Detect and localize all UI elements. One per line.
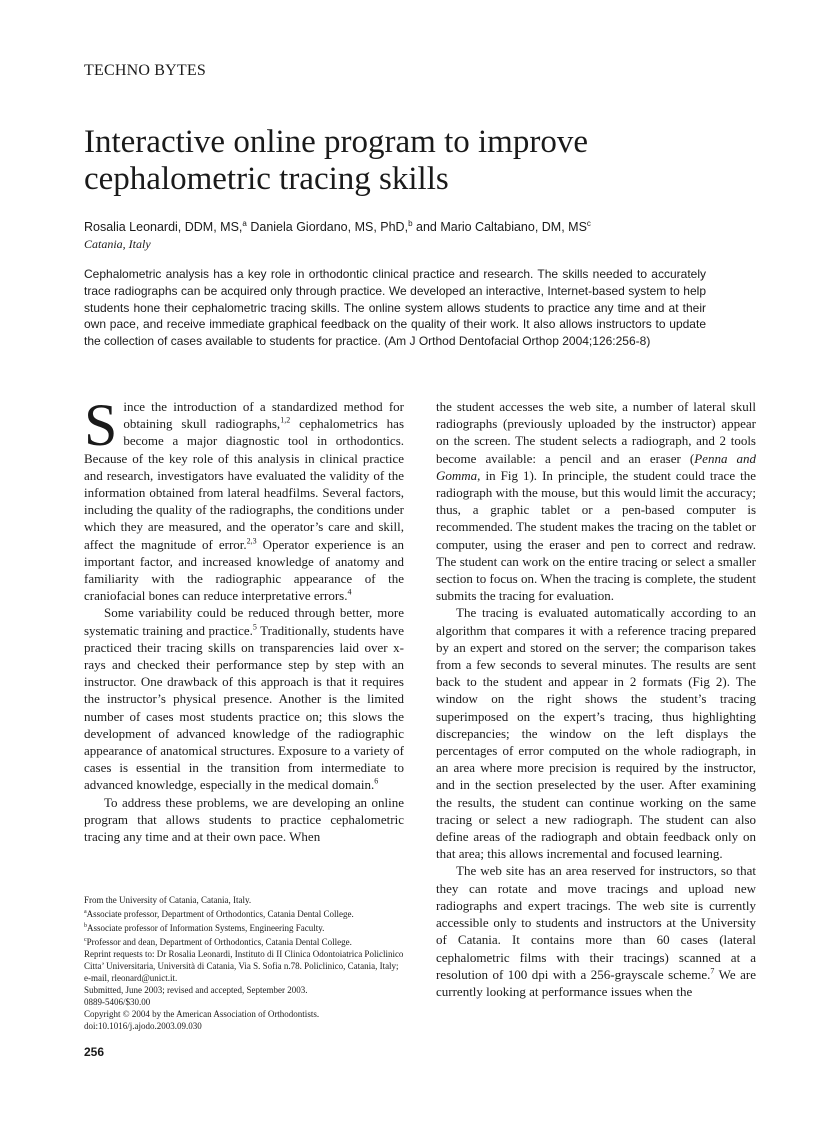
- drop-cap: S: [84, 392, 118, 458]
- footnote-mark: b: [84, 923, 87, 929]
- author-location: Catania, Italy: [84, 237, 151, 251]
- body-paragraph: [84, 604, 404, 793]
- abstract: Cephalometric analysis has a key role in orthodontic clinical practice and research. The skills needed to accurately trace radiographs can be acquired only through practice. We developed an interactive, Internet-based system to help students hone their cephalometric tracing skills. The online system allows students to practice any time and at their own pace, and receive immediate graphical feedback on the quality of their work. It also allows instructors to update the collection of cases available to students for practice. (Am J Orthod Dentofacial Orthop 2004;126:256-8): [84, 267, 706, 349]
- footnote-text: Associate professor, Department of Orthodontics, Catania Dental College.: [86, 909, 354, 919]
- body-text: the student accesses the web site, a number of lateral skull radiographs (previously uploaded by the instructor) appear on the screen. The student selects a radiograph, and 2 tools become available: a pencil and an eraser (: [436, 399, 756, 466]
- body-text: The web site has an area reserved for instructors, so that they can rotate and move tracings and upload new radiographs and expert tracings. The web site is currently accessible only to students and instructors at the University of Catania. It contains more than 60 cases (lateral cephalometric films with their tracings) scanned at a resolution of 100 dpi with a 256-grayscale scheme.: [436, 863, 756, 982]
- body-text: Some variability could be reduced through better, more systematic training and practice.: [84, 605, 404, 638]
- footnote-doi: doi:10.1016/j.ajodo.2003.09.030: [84, 1021, 202, 1031]
- author-affiliation-mark: c: [586, 219, 591, 228]
- citation-ref: 5: [252, 622, 257, 632]
- footnote-b: [84, 920, 406, 934]
- article-title-line-2: cephalometric tracing skills: [84, 161, 449, 197]
- author-affiliation-mark: b: [408, 219, 413, 228]
- article-title: [84, 124, 764, 198]
- body-paragraph: [436, 862, 756, 1000]
- author-list: [84, 219, 784, 234]
- body-paragraph: [436, 398, 756, 604]
- body-paragraph: [84, 392, 404, 604]
- body-text: cephalometrics has become a major diagnostic tool in orthodontics. Because of the key role of this analysis in clinical practice and research, investigators have evaluated the validity of the information obtained from lateral headfilms. Several factors, including the quality of the radiographs, the conditions under which they are measured, and the operator’s care and skill, affect the magnitude of error.: [84, 416, 404, 552]
- footnotes: [84, 894, 406, 1032]
- footnote-reprint: Reprint requests to: Dr Rosalia Leonardi, Instituto di II Clinica Odontoiatrica Policlinico Citta’ Universitaria, Università di Catania, Via S. Sofia n.78. Policlinico, Catania, Italy; e-mail, rleonard@unict.it.: [84, 949, 404, 983]
- body-column-right: [436, 398, 756, 1000]
- footnote-copyright: Copyright © 2004 by the American Association of Orthodontists.: [84, 1009, 320, 1019]
- body-paragraph: The tracing is evaluated automatically according to an algorithm that compares it with a reference tracing prepared by an expert and stored on the server; the comparison takes from a few seconds to several minutes. The results are sent back to the student and appear in 2 formats (Fig 2). The window on the right shows the student’s tracing superimposed on the expert’s tracing, thus highlighting discrepancies; the window on the left displays the percentages of error computed on the whole radiograph, in an area where more precision is required by the instructor, and in the section preselected by the user. After examining the results, the student can continue working on the same tracing or select a new radiograph. The student can also define areas of the radiograph and obtain feedback only on that area; this allows incremental and focused learning.: [436, 605, 756, 862]
- page-number: 256: [84, 1045, 105, 1059]
- footnote-text: Professor and dean, Department of Orthodontics, Catania Dental College.: [86, 937, 352, 947]
- footnote-mark: c: [84, 937, 87, 943]
- author-affiliation-mark: a: [242, 219, 247, 228]
- author-name: and Mario Caltabiano, DM, MS: [416, 220, 587, 235]
- citation-ref: 6: [374, 777, 379, 787]
- citation-ref: 7: [710, 966, 715, 976]
- body-text: , in Fig 1). In principle, the student could trace the radiograph with the mouse, but this would limit the accuracy; thus, a graphic tablet or a pen-based computer is recommended. The student makes the tracing on the tablet or computer, using the eraser and pen to correct and redraw. The student can work on the entire tracing or select a smaller section to focus on. When the tracing is complete, the student submits the tracing for evaluation.: [436, 467, 756, 604]
- body-text: We are currently looking at performance issues when the: [436, 966, 756, 999]
- figure-label-italic: Penna and Gomma: [436, 450, 756, 483]
- author-name: Daniela Giordano, MS, PhD,: [250, 220, 409, 235]
- footnote-from: From the University of Catania, Catania, Italy.: [84, 895, 252, 905]
- citation-ref: 4: [347, 587, 352, 597]
- footnote-a: [84, 906, 406, 920]
- body-text: Traditionally, students have practiced their tracing skills on transparencies laid over x-rays and checked their performance step by step with an instructor. One drawback of this approach is that it requires the instructor’s physical presence. Another is the limited number of cases most students practice on; this slows the development of advanced knowledge of the radiographic appearance of anatomical structures. Exposure to a variety of cases is essential in the transition from intermediate to advanced knowledge, especially in the medical domain.: [84, 622, 404, 793]
- body-text: ince the introduction of a standardized method for obtaining skull radiographs,: [123, 399, 404, 432]
- section-label: TECHNO BYTES: [84, 62, 206, 79]
- footnote-issn: 0889-5406/$30.00: [84, 997, 151, 1007]
- body-column-left: [84, 392, 404, 845]
- footnote-submitted: Submitted, June 2003; revised and accepted, September 2003.: [84, 985, 308, 995]
- footnote-text: Associate professor of Information Systems, Engineering Faculty.: [87, 923, 325, 933]
- citation-ref: 2,3: [246, 536, 257, 546]
- body-paragraph: To address these problems, we are developing an online program that allows students to practice cephalometric tracing any time and at their own pace. When: [84, 794, 404, 845]
- citation-ref: 1,2: [280, 415, 291, 425]
- author-name: Rosalia Leonardi, DDM, MS,: [84, 220, 243, 235]
- footnote-mark: a: [84, 909, 87, 915]
- body-text: Operator experience is an important factor, and increased knowledge of anatomy and familiarity with the radiographic appearance of the craniofacial bones can reduce interpretative errors.: [84, 536, 404, 604]
- footnote-c: [84, 934, 406, 948]
- article-title-line-1: Interactive online program to improve: [84, 124, 588, 160]
